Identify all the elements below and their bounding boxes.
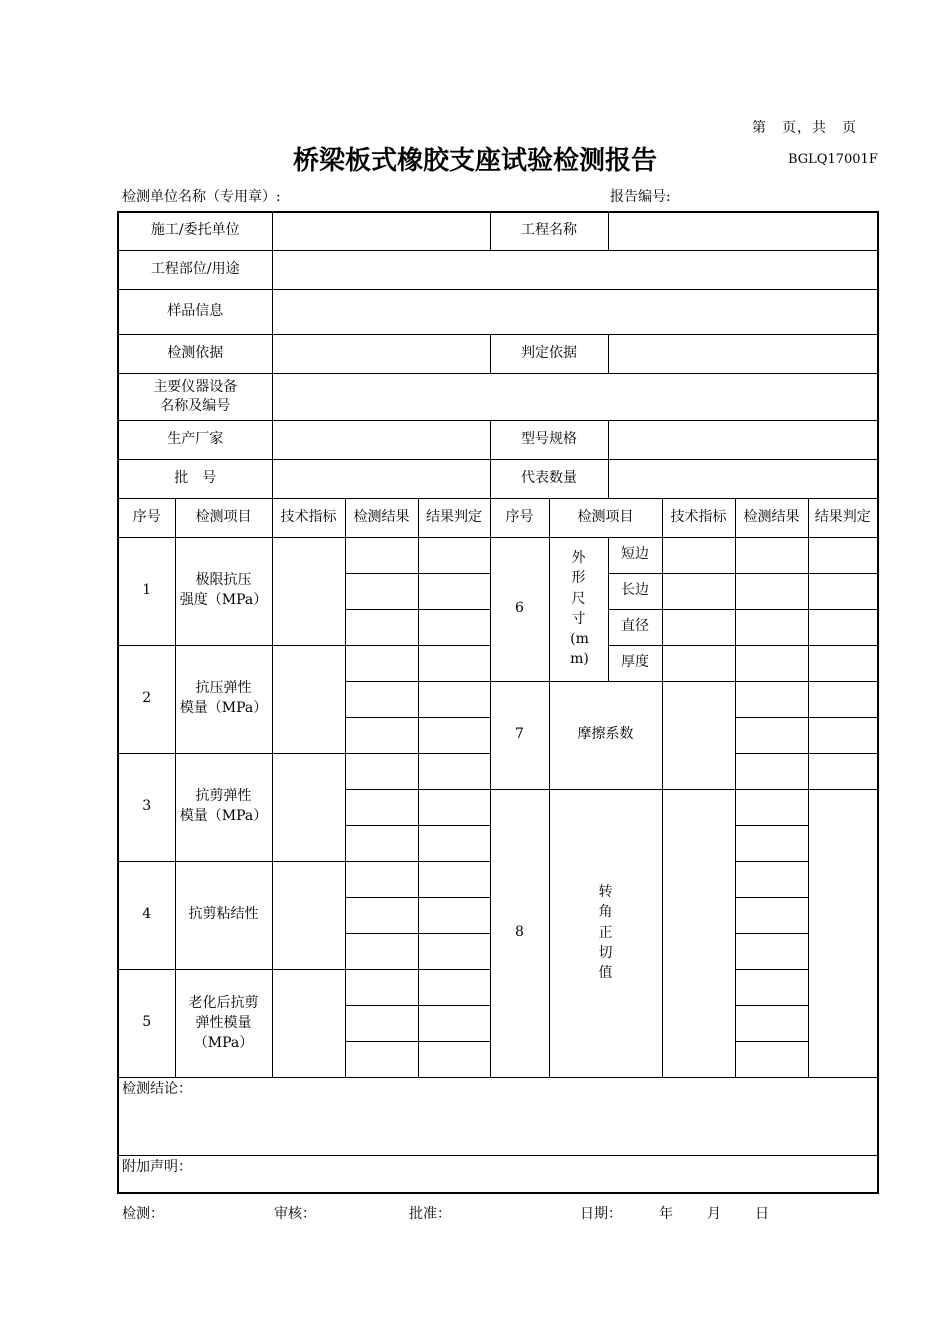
page-counter: 第 页，共 页 bbox=[752, 120, 857, 136]
judge-basis-label: 判定依据 bbox=[490, 334, 608, 373]
item-2-result-cell[interactable] bbox=[345, 681, 418, 717]
header-seq: 序号 bbox=[118, 498, 175, 537]
item-4-result-cell[interactable] bbox=[345, 861, 418, 897]
item-5-judgment-cell[interactable] bbox=[418, 969, 490, 1005]
item-6-sub-short-side: 短边 bbox=[608, 537, 662, 573]
item-3-name: 抗剪弹性 模量（MPa） bbox=[175, 753, 272, 861]
item-4-tech-index[interactable] bbox=[272, 861, 345, 969]
quantity-field[interactable] bbox=[608, 459, 878, 498]
item-7-result-cell[interactable] bbox=[735, 717, 808, 753]
header-result: 检测结果 bbox=[735, 498, 808, 537]
sample-info-field[interactable] bbox=[272, 289, 878, 334]
item-8-result-cell[interactable] bbox=[735, 789, 808, 825]
item-6-judgment-cell[interactable] bbox=[808, 609, 878, 645]
item-2-name: 抗压弹性 模量（MPa） bbox=[175, 645, 272, 753]
part-use-field[interactable] bbox=[272, 250, 878, 289]
item-7-name: 摩擦系数 bbox=[549, 681, 662, 789]
equipment-label: 主要仪器设备 名称及编号 bbox=[118, 373, 272, 420]
item-4-result-cell[interactable] bbox=[345, 933, 418, 969]
item-1-result-cell[interactable] bbox=[345, 609, 418, 645]
item-2-no: 2 bbox=[118, 645, 175, 753]
item-3-judgment-cell[interactable] bbox=[418, 789, 490, 825]
item-6-result-cell[interactable] bbox=[735, 609, 808, 645]
item-6-sub-thickness: 厚度 bbox=[608, 645, 662, 681]
item-5-name: 老化后抗剪 弹性模量 （MPa） bbox=[175, 969, 272, 1077]
item-6-tech-index-cell[interactable] bbox=[662, 609, 735, 645]
item-2-judgment-cell[interactable] bbox=[418, 717, 490, 753]
item-3-no: 3 bbox=[118, 753, 175, 861]
item-7-judgment-cell[interactable] bbox=[808, 753, 878, 789]
item-3-tech-index[interactable] bbox=[272, 753, 345, 861]
item-6-sub-diameter: 直径 bbox=[608, 609, 662, 645]
item-8-no: 8 bbox=[490, 789, 549, 1077]
item-2-result-cell[interactable] bbox=[345, 645, 418, 681]
header-judgment: 结果判定 bbox=[808, 498, 878, 537]
page-title: 桥梁板式橡胶支座试验检测报告 bbox=[292, 146, 657, 176]
item-3-result-cell[interactable] bbox=[345, 753, 418, 789]
item-8-name: 转角正切值 bbox=[549, 789, 662, 1077]
item-7-judgment-cell[interactable] bbox=[808, 717, 878, 753]
item-8-result-cell[interactable] bbox=[735, 1005, 808, 1041]
manufacturer-label: 生产厂家 bbox=[118, 420, 272, 459]
item-4-result-cell[interactable] bbox=[345, 897, 418, 933]
item-3-result-cell[interactable] bbox=[345, 825, 418, 861]
approver-label: 批准： bbox=[409, 1206, 451, 1222]
item-6-sub-long-side: 长边 bbox=[608, 573, 662, 609]
test-basis-field[interactable] bbox=[272, 334, 490, 373]
project-name-label: 工程名称 bbox=[490, 212, 608, 250]
batch-no-field[interactable] bbox=[272, 459, 490, 498]
item-4-judgment-cell[interactable] bbox=[418, 861, 490, 897]
item-7-result-cell[interactable] bbox=[735, 753, 808, 789]
item-6-judgment-cell[interactable] bbox=[808, 645, 878, 681]
part-use-label: 工程部位/用途 bbox=[118, 250, 272, 289]
reviewer-label: 审核： bbox=[274, 1206, 316, 1222]
header-seq: 序号 bbox=[490, 498, 549, 537]
item-6-name: 外形尺寸(mm) bbox=[549, 537, 608, 681]
conclusion-field[interactable] bbox=[118, 1077, 878, 1155]
item-3-judgment-cell[interactable] bbox=[418, 753, 490, 789]
item-6-tech-index-cell[interactable] bbox=[662, 537, 735, 573]
item-6-judgment-cell[interactable] bbox=[808, 573, 878, 609]
judge-basis-field[interactable] bbox=[608, 334, 878, 373]
item-6-judgment-cell[interactable] bbox=[808, 537, 878, 573]
item-8-result-cell[interactable] bbox=[735, 861, 808, 897]
item-3-judgment-cell[interactable] bbox=[418, 825, 490, 861]
testing-unit-label: 检测单位名称（专用章）: bbox=[122, 189, 281, 205]
item-5-tech-index[interactable] bbox=[272, 969, 345, 1077]
header-judgment: 结果判定 bbox=[418, 498, 490, 537]
item-4-no: 4 bbox=[118, 861, 175, 969]
item-5-result-cell[interactable] bbox=[345, 1041, 418, 1077]
item-8-judgment[interactable] bbox=[808, 789, 878, 1077]
model-spec-field[interactable] bbox=[608, 420, 878, 459]
batch-no-label: 批 号 bbox=[118, 459, 272, 498]
item-4-judgment-cell[interactable] bbox=[418, 897, 490, 933]
item-4-name: 抗剪粘结性 bbox=[175, 861, 272, 969]
note-field[interactable] bbox=[118, 1155, 878, 1193]
item-7-result-cell[interactable] bbox=[735, 681, 808, 717]
item-4-judgment-cell[interactable] bbox=[418, 933, 490, 969]
client-label: 施工/委托单位 bbox=[118, 212, 272, 250]
item-1-judgment-cell[interactable] bbox=[418, 609, 490, 645]
date-month-label: 月 bbox=[707, 1206, 721, 1222]
item-1-result-cell[interactable] bbox=[345, 573, 418, 609]
header-item: 检测项目 bbox=[175, 498, 272, 537]
item-6-result-cell[interactable] bbox=[735, 537, 808, 573]
form-code: BGLQ17001F bbox=[788, 152, 878, 167]
item-1-no: 1 bbox=[118, 537, 175, 645]
item-6-result-cell[interactable] bbox=[735, 645, 808, 681]
header-tech-index: 技术指标 bbox=[662, 498, 735, 537]
item-8-result-cell[interactable] bbox=[735, 969, 808, 1005]
item-2-tech-index[interactable] bbox=[272, 645, 345, 753]
item-5-judgment-cell[interactable] bbox=[418, 1005, 490, 1041]
item-7-judgment-cell[interactable] bbox=[808, 681, 878, 717]
date-label: 日期： bbox=[580, 1206, 622, 1222]
item-1-judgment-cell[interactable] bbox=[418, 573, 490, 609]
item-5-result-cell[interactable] bbox=[345, 969, 418, 1005]
client-field[interactable] bbox=[272, 212, 490, 250]
item-2-judgment-cell[interactable] bbox=[418, 681, 490, 717]
report-form-table bbox=[117, 211, 879, 1194]
header-tech-index: 技术指标 bbox=[272, 498, 345, 537]
date-year-label: 年 bbox=[659, 1206, 673, 1222]
item-6-result-cell[interactable] bbox=[735, 573, 808, 609]
project-name-field[interactable] bbox=[608, 212, 878, 250]
item-6-tech-index-cell[interactable] bbox=[662, 573, 735, 609]
item-8-tech-index[interactable] bbox=[662, 789, 735, 1077]
item-1-name: 极限抗压 强度（MPa） bbox=[175, 537, 272, 645]
item-8-result-cell[interactable] bbox=[735, 1041, 808, 1077]
equipment-field[interactable] bbox=[272, 373, 878, 420]
note-label: 附加声明： bbox=[122, 1158, 192, 1175]
date-day-label: 日 bbox=[755, 1206, 769, 1222]
header-result: 检测结果 bbox=[345, 498, 418, 537]
item-7-no: 7 bbox=[490, 681, 549, 789]
item-8-result-cell[interactable] bbox=[735, 897, 808, 933]
sample-info-label: 样品信息 bbox=[118, 289, 272, 334]
item-5-judgment-cell[interactable] bbox=[418, 1041, 490, 1077]
model-spec-label: 型号规格 bbox=[490, 420, 608, 459]
header-item: 检测项目 bbox=[549, 498, 662, 537]
item-8-result-cell[interactable] bbox=[735, 825, 808, 861]
item-1-result-cell[interactable] bbox=[345, 537, 418, 573]
item-7-tech-index[interactable] bbox=[662, 681, 735, 789]
item-2-result-cell[interactable] bbox=[345, 717, 418, 753]
item-5-no: 5 bbox=[118, 969, 175, 1077]
item-1-tech-index[interactable] bbox=[272, 537, 345, 645]
manufacturer-field[interactable] bbox=[272, 420, 490, 459]
item-1-judgment-cell[interactable] bbox=[418, 537, 490, 573]
item-6-no: 6 bbox=[490, 537, 549, 681]
item-2-judgment-cell[interactable] bbox=[418, 645, 490, 681]
test-basis-label: 检测依据 bbox=[118, 334, 272, 373]
tester-label: 检测： bbox=[122, 1206, 164, 1222]
item-6-tech-index-cell[interactable] bbox=[662, 645, 735, 681]
item-3-result-cell[interactable] bbox=[345, 789, 418, 825]
conclusion-label: 检测结论： bbox=[122, 1080, 192, 1097]
item-5-result-cell[interactable] bbox=[345, 1005, 418, 1041]
quantity-label: 代表数量 bbox=[490, 459, 608, 498]
report-number-label: 报告编号: bbox=[610, 189, 671, 205]
item-8-result-cell[interactable] bbox=[735, 933, 808, 969]
